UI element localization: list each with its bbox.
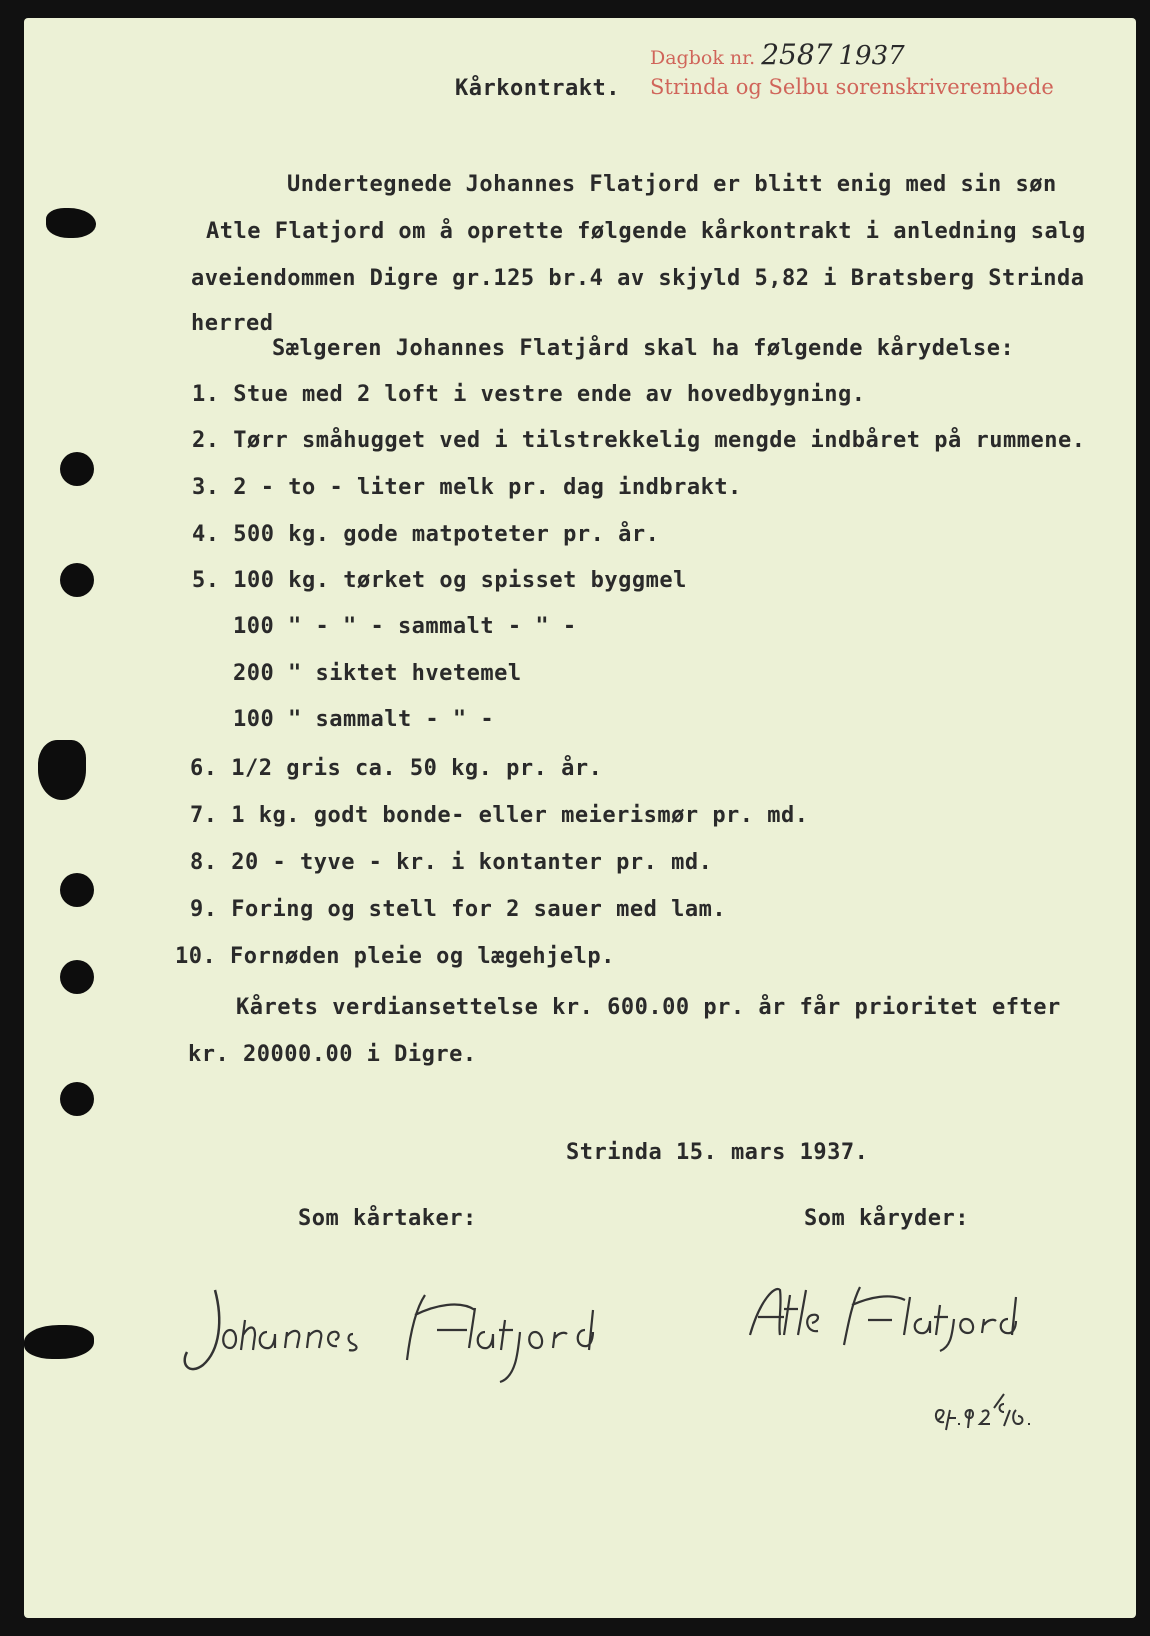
intro-line: Atle Flatjord om å oprette følgende kårkontrakt i anledning salg [206,219,1086,244]
document-title: Kårkontrakt. [455,76,620,101]
list-item: 100 " sammalt - " - [233,707,495,732]
binding-hole [60,960,94,994]
list-item: 7. 1 kg. godt bonde- eller meierismør pr. md. [190,803,809,828]
list-item: 4. 500 kg. gode matpoteter pr. år. [192,522,660,547]
lead-line: Sælgeren Johannes Flatjård skal ha følgende kårydelse: [272,336,1015,361]
list-item: 6. 1/2 gris ca. 50 kg. pr. år. [190,756,603,781]
dagbok-year: 1937 [838,41,905,71]
dagbok-label: Dagbok nr. [650,47,756,69]
list-item: 1. Stue med 2 loft i vestre ende av hovedbygning. [192,382,866,407]
intro-line: herred [191,311,274,336]
intro-line: Undertegnede Johannes Flatjord er blitt enig med sin søn [287,172,1057,197]
valuation-line: kr. 20000.00 i Digre. [188,1042,477,1067]
dagbok-number: 2587 [761,38,833,71]
list-item: 2. Tørr småhugget ved i tilstrekkelig mengde indbåret på rummene. [192,428,1086,453]
office-stamp: Strinda og Selbu sorenskriverembede [650,75,1054,99]
signer-left-label: Som kårtaker: [298,1206,477,1231]
binding-hole [24,1325,94,1359]
margin-note [930,1380,1050,1440]
signature-johannes-flatjord [175,1280,615,1390]
dagbok-stamp [650,38,905,71]
binding-hole [46,208,96,238]
binding-hole [38,740,86,800]
list-item: 8. 20 - tyve - kr. i kontanter pr. md. [190,850,713,875]
binding-hole [60,452,94,486]
binding-hole [60,563,94,597]
binding-hole [60,1082,94,1116]
list-item: 100 " - " - sammalt - " - [233,614,577,639]
valuation-line: Kårets verdiansettelse kr. 600.00 pr. år får prioritet efter [236,995,1061,1020]
list-item: 200 " siktet hvetemel [233,661,522,686]
signer-right-label: Som kåryder: [804,1206,969,1231]
list-item: 5. 100 kg. tørket og spisset byggmel [192,568,687,593]
list-item: 9. Foring og stell for 2 sauer med lam. [190,897,727,922]
intro-line: aveiendommen Digre gr.125 br.4 av skjyld 5,82 i Bratsberg Strinda [191,266,1085,291]
signature-atle-flatjord [740,1275,1020,1355]
list-item: 10. Fornøden pleie og lægehjelp. [175,944,615,969]
binding-hole [60,873,94,907]
list-item: 3. 2 - to - liter melk pr. dag indbrakt. [192,475,742,500]
place-date: Strinda 15. mars 1937. [566,1140,869,1165]
